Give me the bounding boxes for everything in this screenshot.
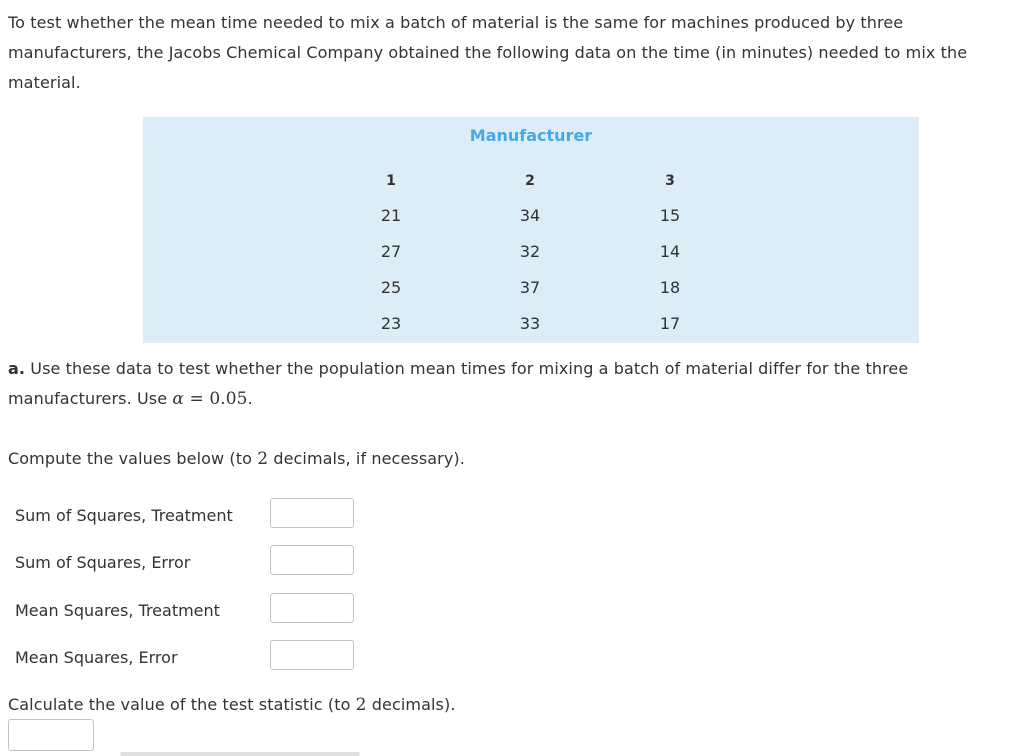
- ms-treatment-input[interactable]: [270, 593, 354, 623]
- column-label: 1: [386, 173, 396, 189]
- ms-error-input[interactable]: [270, 640, 354, 670]
- intro-line-3: material.: [8, 73, 81, 92]
- data-table: [143, 117, 919, 343]
- question-a-text-2: manufacturers. Use: [8, 389, 173, 408]
- ss-treatment-label: Sum of Squares, Treatment: [15, 506, 233, 525]
- table-cell: 17: [659, 314, 681, 333]
- table-cell: 32: [519, 242, 541, 261]
- question-a-text: Use these data to test whether the population mean times for mixing a batch of material differ for the three: [25, 359, 909, 378]
- table-cell: 14: [659, 242, 681, 261]
- calc-text: Calculate the value of the test statistic (to: [8, 695, 356, 714]
- test-statistic-input[interactable]: [8, 719, 94, 751]
- question-a: [8, 354, 1008, 414]
- scroll-shadow: [120, 752, 360, 756]
- ss-error-input[interactable]: [270, 545, 354, 575]
- calc-text-end: decimals).: [366, 695, 456, 714]
- compute-text: Compute the values below (to: [8, 449, 258, 468]
- table-cell: 34: [519, 206, 541, 225]
- table-cell: 27: [380, 242, 402, 261]
- table-cell: 18: [659, 278, 681, 297]
- ss-error-label: Sum of Squares, Error: [15, 553, 191, 572]
- question-a-prefix: a.: [8, 359, 26, 378]
- table-cell: 15: [659, 206, 681, 225]
- table-cell: 21: [380, 206, 402, 225]
- alpha-value: 0.05: [209, 389, 248, 409]
- calc-decimals-value: 2: [355, 695, 367, 715]
- table-cell: 23: [380, 314, 402, 333]
- period: .: [247, 389, 253, 408]
- compute-instruction: [8, 444, 465, 474]
- column-label: 2: [525, 173, 535, 189]
- table-cell: 37: [519, 278, 541, 297]
- table-header: Manufacturer: [469, 126, 593, 145]
- ss-treatment-input[interactable]: [270, 498, 354, 528]
- table-cell: 33: [519, 314, 541, 333]
- compute-text-end: decimals, if necessary).: [268, 449, 465, 468]
- decimals-value: 2: [257, 449, 269, 469]
- equals-sign: =: [183, 389, 210, 409]
- alpha-symbol: α: [172, 389, 184, 409]
- table-cell: 25: [380, 278, 402, 297]
- intro-line-1: To test whether the mean time needed to mix a batch of material is the same for machines produced by three: [8, 13, 904, 32]
- ms-error-label: Mean Squares, Error: [15, 648, 178, 667]
- problem-intro: [8, 8, 1024, 98]
- ms-treatment-label: Mean Squares, Treatment: [15, 601, 220, 620]
- column-label: 3: [665, 173, 675, 189]
- test-statistic-instruction: [8, 690, 456, 720]
- intro-line-2: manufacturers, the Jacobs Chemical Company obtained the following data on the time (in minutes) needed to mix the: [8, 43, 968, 62]
